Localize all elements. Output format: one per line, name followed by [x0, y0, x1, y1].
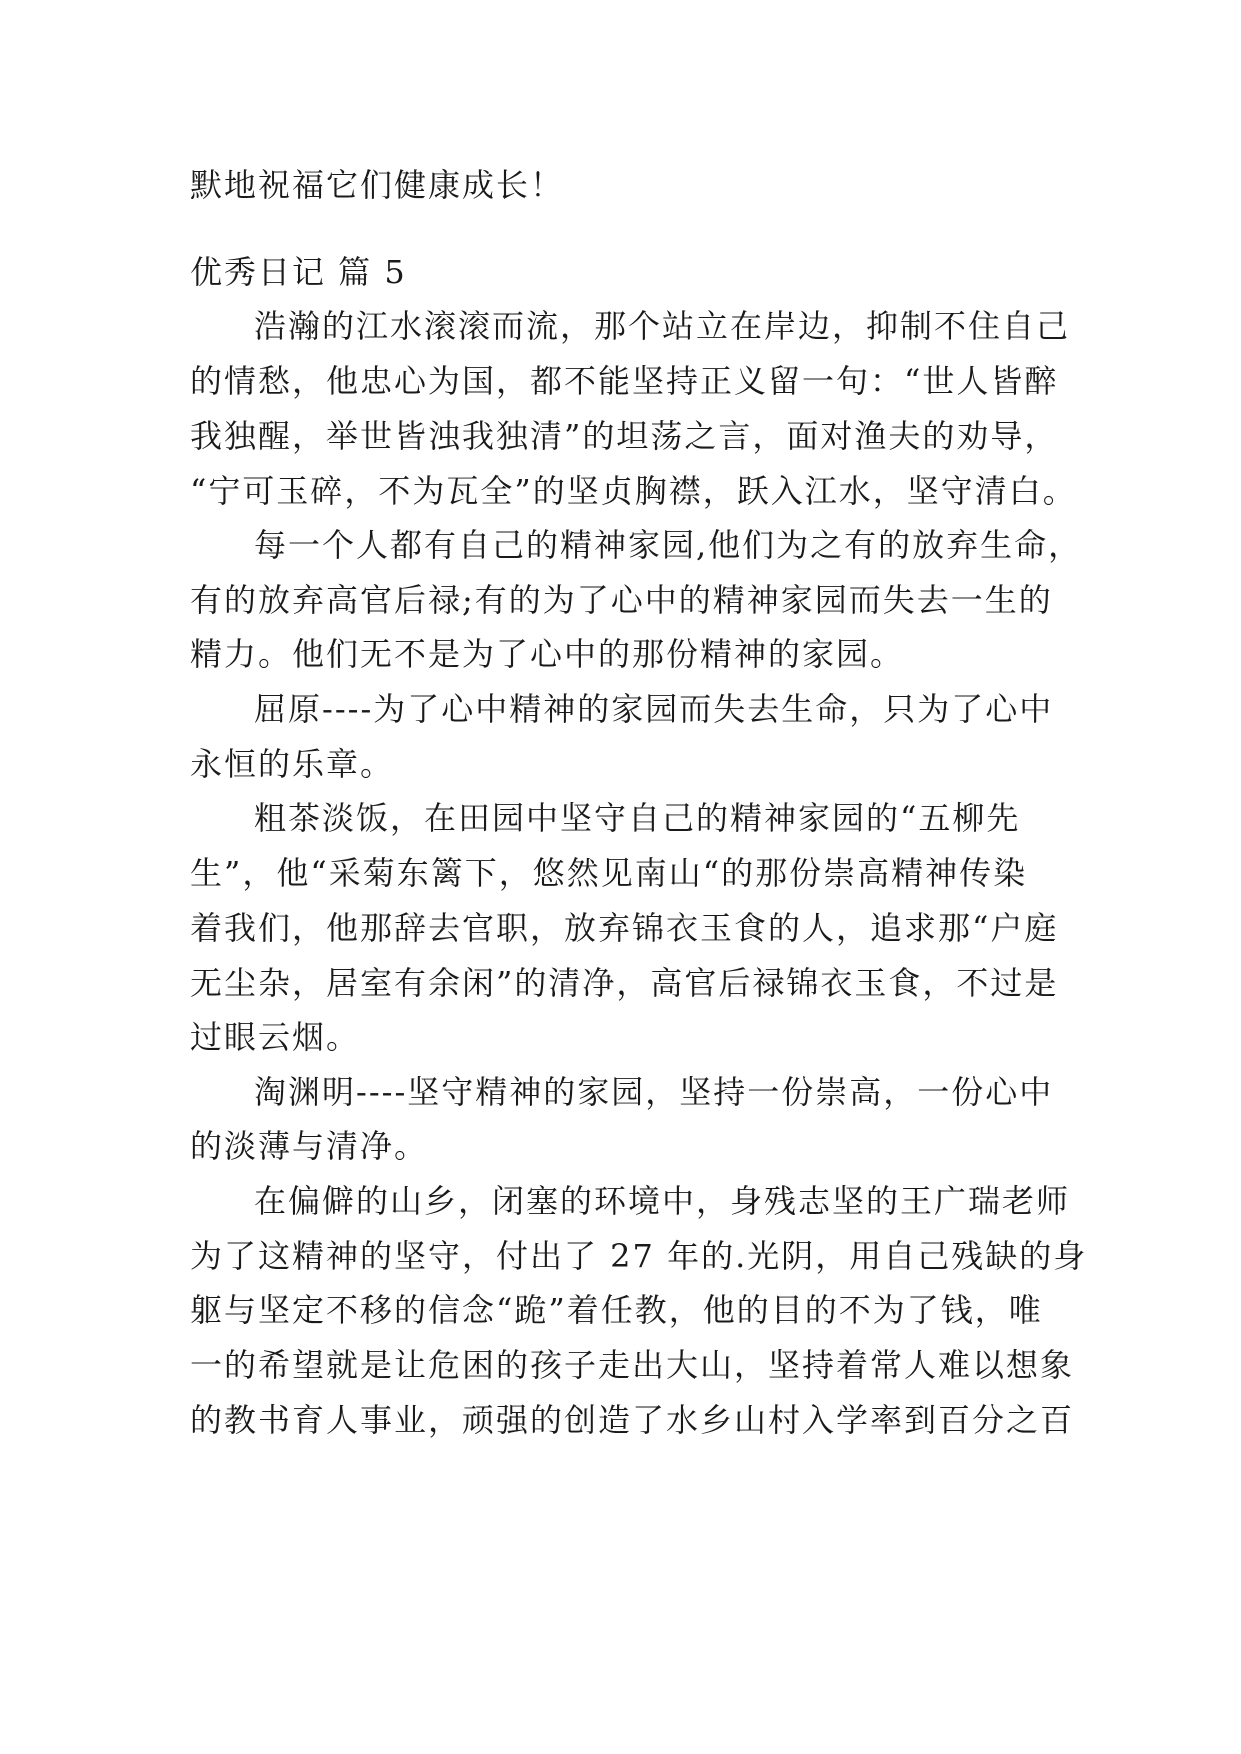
text-line: 浩瀚的江水滚滚而流，那个站立在岸边，抑制不住自己	[254, 307, 1071, 345]
text-line: 永恒的乐章。	[190, 745, 395, 783]
text-line: “宁可玉碎，不为瓦全”的坚贞胸襟，跃入江水，坚守清白。	[190, 472, 1077, 510]
text-line: 每一个人都有自己的精神家园,他们为之有的放弃生命，	[254, 526, 1083, 564]
text-line: 生”，他“采菊东篱下，悠然见南山“的那份崇高精神传染	[190, 854, 1028, 892]
text-line: 一的希望就是让危困的孩子走出大山，坚持着常人难以想象	[190, 1346, 1075, 1384]
text-line: 的淡薄与清净。	[190, 1127, 429, 1165]
text-line: 无尘杂，居室有余闲”的清净，高官后禄锦衣玉食，不过是	[190, 964, 1059, 1002]
text-line: 为了这精神的坚守，付出了 27 年的.光阴，用自己残缺的身	[190, 1237, 1088, 1275]
text-line: 淘渊明----坚守精神的家园，坚持一份崇高，一份心中	[254, 1073, 1054, 1111]
text-line: 我独醒，举世皆浊我独清”的坦荡之言，面对渔夫的劝导，	[190, 417, 1059, 455]
text-line: 粗茶淡饭，在田园中坚守自己的精神家园的“五柳先	[254, 799, 1021, 837]
text-line: 精力。他们无不是为了心中的那份精神的家园。	[190, 635, 905, 673]
text-line: 有的放弃高官后禄;有的为了心中的精神家园而失去一生的	[190, 581, 1053, 619]
text-line: 默地祝福它们健康成长！	[190, 166, 565, 204]
text-line: 的情愁，他忠心为国，都不能坚持正义留一句：“世人皆醉	[190, 362, 1059, 400]
text-line: 躯与坚定不移的信念“跪”着任教，他的目的不为了钱，唯	[190, 1291, 1043, 1329]
text-line: 在偏僻的山乡，闭塞的环境中，身残志坚的王广瑞老师	[254, 1182, 1071, 1220]
text-line: 的教书育人事业，顽强的创造了水乡山村入学率到百分之百	[190, 1401, 1075, 1439]
text-line: 着我们，他那辞去官职，放弃锦衣玉食的人，追求那“户庭	[190, 909, 1059, 947]
text-line: 过眼云烟。	[190, 1018, 361, 1056]
text-line: 屈原----为了心中精神的家园而失去生命，只为了心中	[254, 690, 1054, 728]
section-heading: 优秀日记 篇 5	[190, 253, 407, 291]
